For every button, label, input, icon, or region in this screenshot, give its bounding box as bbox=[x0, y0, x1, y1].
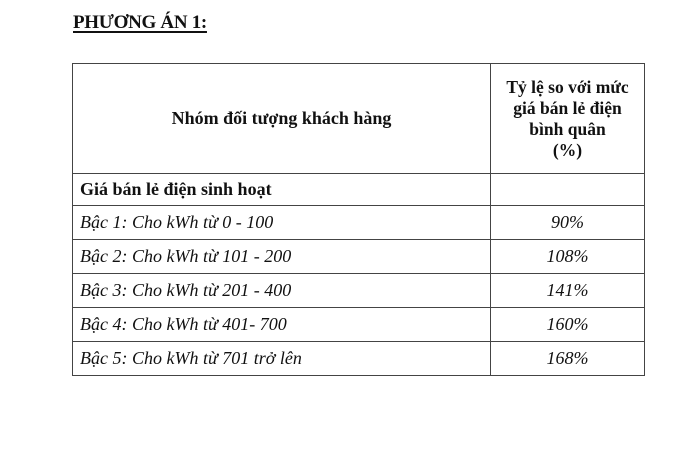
tier-value: 108% bbox=[491, 240, 645, 274]
table-row bbox=[73, 342, 645, 376]
table-row bbox=[73, 274, 645, 308]
group-label: Giá bán lẻ điện sinh hoạt bbox=[73, 174, 491, 206]
header-ratio-line: giá bán lẻ điện bbox=[513, 97, 622, 118]
header-customer-group: Nhóm đối tượng khách hàng bbox=[73, 64, 491, 174]
tier-value: 160% bbox=[491, 308, 645, 342]
table-row bbox=[73, 206, 645, 240]
header-ratio bbox=[491, 64, 645, 174]
tariff-table bbox=[72, 63, 645, 376]
tier-value: 90% bbox=[491, 206, 645, 240]
table-row bbox=[73, 308, 645, 342]
tier-label: Bậc 3: Cho kWh từ 201 - 400 bbox=[73, 274, 491, 308]
group-value bbox=[491, 174, 645, 206]
tier-value: 168% bbox=[491, 342, 645, 376]
group-row bbox=[73, 174, 645, 206]
tier-label: Bậc 1: Cho kWh từ 0 - 100 bbox=[73, 206, 491, 240]
tier-label: Bậc 5: Cho kWh từ 701 trở lên bbox=[73, 342, 491, 376]
header-ratio-line: (%) bbox=[552, 139, 583, 160]
header-ratio-line: Tỷ lệ so với mức bbox=[506, 76, 629, 97]
table-row bbox=[73, 240, 645, 274]
tier-label: Bậc 2: Cho kWh từ 101 - 200 bbox=[73, 240, 491, 274]
page-heading: PHƯƠNG ÁN 1: bbox=[73, 12, 207, 33]
table-header-row bbox=[73, 64, 645, 174]
header-ratio-line: bình quân bbox=[529, 118, 606, 139]
tier-value: 141% bbox=[491, 274, 645, 308]
tier-label: Bậc 4: Cho kWh từ 401- 700 bbox=[73, 308, 491, 342]
